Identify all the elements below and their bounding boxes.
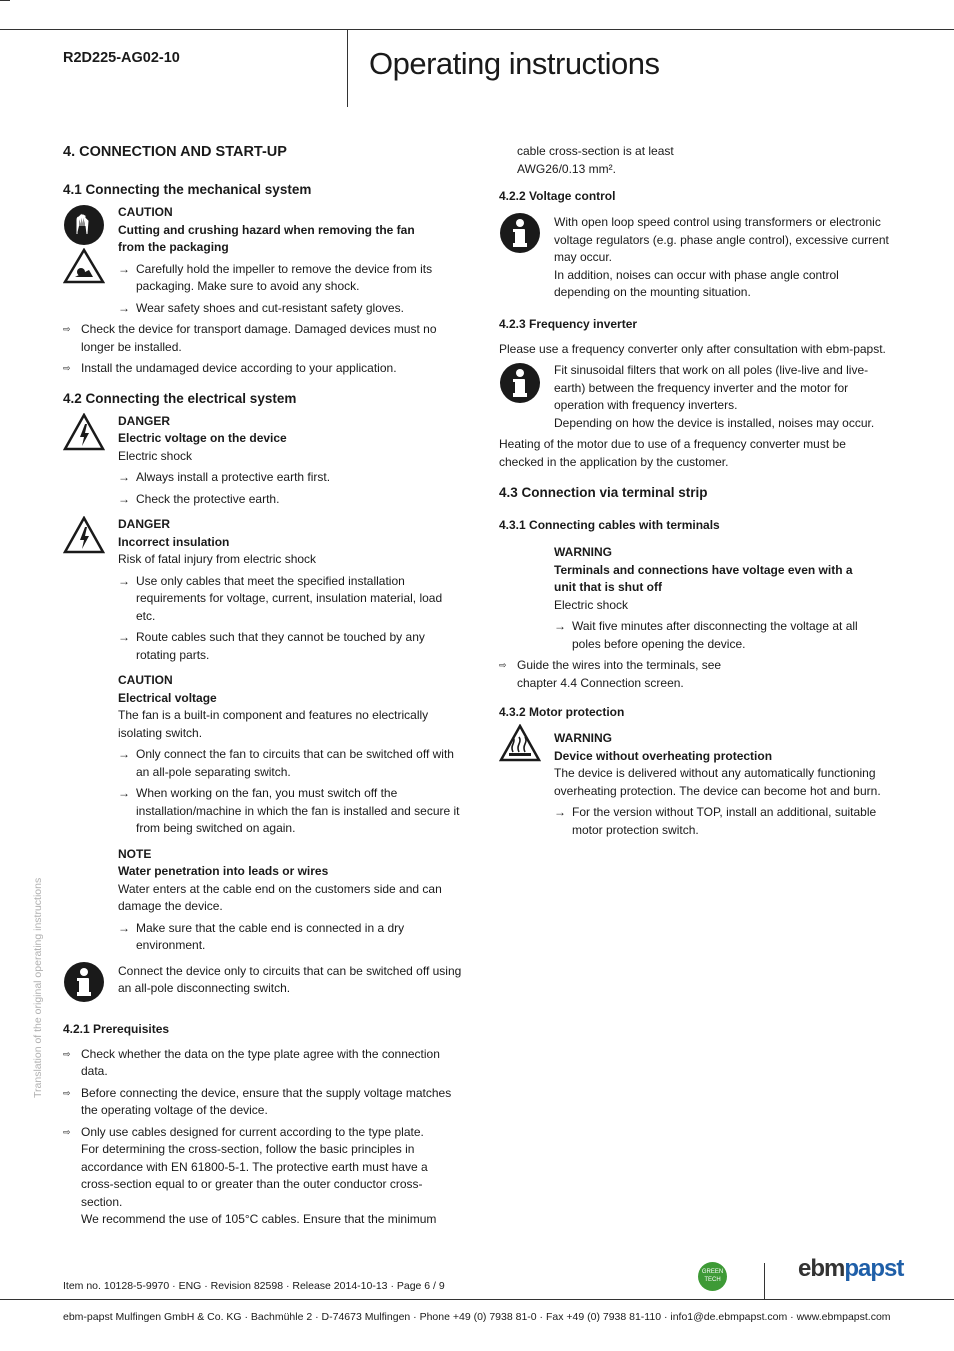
list-item: ⇨ Check whether the data on the type plate agree with the connection data.: [63, 1046, 463, 1081]
section-4-1-title: 4.1 Connecting the mechanical system: [63, 182, 312, 197]
footer-rule: [0, 1299, 954, 1300]
caution-step: → When working on the fan, you must switch off the installation/machine in which the fan is installed and secure it from being switched on again.: [118, 785, 463, 838]
warning-text: The device is delivered without any automatically functioning overheating protection. The device can become hot and burn.: [554, 766, 881, 798]
page-title: Operating instructions: [369, 46, 660, 81]
caution-step: → Only connect the fan to circuits that can be switched off with an all-pole separating switch.: [118, 746, 463, 781]
caution-heading: Cutting and crushing hazard when removing the fan from the packaging: [118, 222, 415, 254]
footer-item-line: Item no. 10128-5-9970 · ENG · Revision 82598 · Release 2014-10-13 · Page 6 / 9: [63, 1280, 445, 1292]
list-item: [63, 1124, 463, 1229]
green-tech-label: GREEN TECH: [701, 1269, 724, 1283]
section-4-2-1-title: 4.2.1 Prerequisites: [63, 1021, 170, 1036]
section-4-title: 4. CONNECTION AND START-UP: [63, 144, 287, 160]
caution-text: The fan is a built-in component and features no electrically isolating switch.: [118, 708, 429, 740]
continued-text: AWG26/0.13 mm².: [517, 161, 616, 176]
caution-heading: Electrical voltage: [118, 690, 217, 705]
note-water: [63, 846, 463, 955]
list-item-line: ⇨ Only use cables designed for current according to the type plate.: [81, 1124, 424, 1139]
danger-heading: Incorrect insulation: [118, 534, 230, 549]
header-top-rule: [0, 29, 954, 30]
section-4-2-title: 4.2 Connecting the electrical system: [63, 390, 297, 406]
model-number: R2D225-AG02-10: [63, 50, 180, 66]
side-note: Translation of the original operating instructions: [32, 877, 44, 1098]
danger-step: → Always install a protective earth first.: [118, 469, 463, 487]
info-text: Connect the device only to circuits that can be switched off using an all-pole disconnecting switch.: [118, 963, 462, 995]
list-item: [499, 657, 889, 692]
caution-step: → Wear safety shoes and cut-resistant safety gloves.: [118, 300, 463, 318]
danger-label: DANGER: [118, 413, 171, 428]
note-label: NOTE: [118, 846, 152, 861]
info-text: Fit sinusoidal filters that work on all poles (live-live and live-earth) between the frequency inverter and the motor for operation with frequency inverters.: [554, 363, 869, 412]
margin-tick: [0, 0, 10, 1]
info-icon: [499, 362, 541, 410]
brand-logo-ebm: ebm: [798, 1255, 845, 1282]
list-item-line: For determining the cross-section, follow the basic principles in accordance with EN 61800-5-1. The protective earth must have a cross-section equal to or greater than the outer conductor cross-section.: [81, 1142, 428, 1209]
paragraph: Heating of the motor due to use of a frequency converter must be checked in the application by the customer.: [499, 437, 846, 469]
section-4-3-1-title: 4.3.1 Connecting cables with terminals: [499, 518, 720, 532]
footer-divider: [764, 1263, 765, 1299]
left-column: [63, 143, 463, 1229]
danger-step: → Route cables such that they cannot be touched by any rotating parts.: [118, 629, 463, 664]
caution-label: CAUTION: [118, 673, 173, 687]
danger-text: Electric shock: [118, 448, 193, 463]
warning-terminals: [499, 544, 889, 653]
danger-insulation: [63, 516, 463, 664]
danger-voltage: [63, 413, 463, 509]
note-text: Water enters at the cable end on the customers side and can damage the device.: [118, 881, 442, 913]
info-text: In addition, noises can occur with phase angle control depending on the mounting situation.: [554, 267, 839, 299]
warning-step: → For the version without TOP, install an additional, suitable motor protection switch.: [554, 804, 889, 839]
info-frequency: [499, 362, 889, 432]
high-voltage-icon: [63, 413, 105, 457]
crush-hazard-icon: [63, 248, 105, 290]
note-step: → Make sure that the cable end is connected in a dry environment.: [118, 920, 463, 955]
right-column: [499, 143, 889, 839]
danger-label: DANGER: [118, 517, 171, 531]
note-heading: Water penetration into leads or wires: [118, 864, 329, 878]
section-4-2-3-title: 4.2.3 Frequency inverter: [499, 316, 638, 331]
warning-step: → Wait five minutes after disconnecting the voltage at all poles before opening the device.: [554, 618, 889, 653]
list-item: ⇨ Before connecting the device, ensure that the supply voltage matches the operating voltage of the device.: [63, 1085, 463, 1120]
warning-overheating: [499, 730, 889, 839]
warning-label: WARNING: [554, 545, 612, 559]
warning-text: Electric shock: [554, 597, 629, 612]
footer-address: ebm-papst Mulfingen GmbH & Co. KG · Bachmühle 2 · D-74673 Mulfingen · Phone +49 (0) 7938 81-0 · Fax +49 (0) 7938 81-110 · info1@de.ebmpapst.com · www.ebmpapst.com: [63, 1311, 891, 1323]
paragraph: Please use a frequency converter only after consultation with ebm-papst.: [499, 341, 886, 356]
info-text: Depending on how the device is installed, noises may occur.: [554, 415, 875, 430]
danger-heading: Electric voltage on the device: [118, 431, 287, 445]
caution-step: → Carefully hold the impeller to remove the device from its packaging. Make sure to avoid any shock.: [118, 261, 463, 296]
high-voltage-icon: [63, 516, 105, 560]
danger-step: → Check the protective earth.: [118, 491, 463, 509]
list-item: ⇨ Check the device for transport damage. Damaged devices must no longer be installed.: [63, 321, 463, 356]
list-item-line: chapter 4.4 Connection screen.: [517, 675, 684, 690]
caution-electrical: [63, 672, 463, 838]
info-voltage-control: [499, 214, 889, 302]
gloves-icon: [63, 204, 105, 252]
warning-label: WARNING: [554, 731, 612, 745]
list-item-line: We recommend the use of 105°C cables. Ensure that the minimum: [81, 1212, 437, 1226]
brand-logo-papst: papst: [844, 1255, 904, 1282]
green-tech-badge: [698, 1262, 727, 1291]
danger-step: → Use only cables that meet the specified installation requirements for voltage, current, insulation material, load etc.: [118, 573, 463, 626]
continued-text: cable cross-section is at least: [517, 144, 674, 158]
info-text: With open loop speed control using transformers or electronic voltage regulators (e.g. phase angle control), excessive current may occur.: [554, 215, 889, 264]
section-4-2-2-title: 4.2.2 Voltage control: [499, 189, 616, 203]
list-item-line: ⇨ Guide the wires into the terminals, see: [517, 658, 722, 672]
caution-label: CAUTION: [118, 205, 173, 219]
info-icon: [499, 212, 541, 260]
hot-surface-icon: [499, 724, 541, 768]
caution-mechanical: [63, 204, 463, 317]
list-item: ⇨ Install the undamaged device according to your application.: [63, 360, 463, 378]
danger-text: Risk of fatal injury from electric shock: [118, 552, 317, 566]
section-4-3-title: 4.3 Connection via terminal strip: [499, 485, 708, 500]
warning-heading: Terminals and connections have voltage even with a unit that is shut off: [554, 562, 853, 594]
warning-heading: Device without overheating protection: [554, 748, 773, 763]
info-icon: [63, 961, 105, 1009]
header-divider: [347, 29, 348, 107]
section-4-3-2-title: 4.3.2 Motor protection: [499, 705, 625, 719]
brand-logo: [798, 1255, 904, 1282]
info-switch: [63, 963, 463, 1005]
